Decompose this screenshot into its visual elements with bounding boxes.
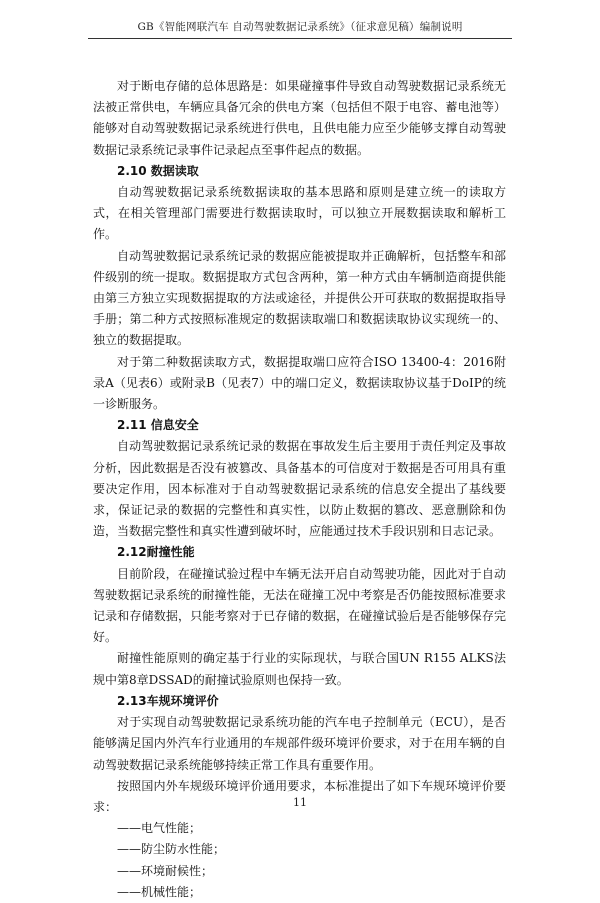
- list-item: ——电气性能；: [117, 821, 202, 836]
- list-item: ——防尘防水性能；: [117, 842, 226, 857]
- paragraph-env-ecu: 对于实现自动驾驶数据记录系统功能的汽车电子控制单元（ECU），是否能够满足国内外汽车行业通用的车规部件级环境评价要求，对于在用车辆的自动驾驶数据记录系统能够持续正常工作具有重要作用。: [93, 715, 506, 772]
- paragraph-env-requirements: 按照国内外车规级环境评价通用要求，本标准提出了如下车规环境评价要求：: [93, 778, 506, 814]
- section-heading-2-10: 2.10 数据读取: [117, 163, 199, 178]
- running-header: GB《智能网联汽车 自动驾驶数据记录系统》（征求意见稿）编制说明: [137, 21, 463, 33]
- section-heading-2-13: 2.13车规环境评价: [117, 693, 219, 708]
- paragraph-crash-principle: 耐撞性能原则的确定基于行业的实际现状，与联合国UN R155 ALKS法规中第8章DSSAD的耐撞试验原则也保持一致。: [93, 651, 506, 687]
- list-item: ——机械性能；: [117, 884, 202, 899]
- section-heading-2-12: 2.12耐撞性能: [117, 545, 195, 560]
- paragraph-power-loss: 对于断电存储的总体思路是：如果碰撞事件导致自动驾驶数据记录系统无法被正常供电，车辆应具备冗余的供电方案（包括但不限于电容、蓄电池等）能够对自动驾驶数据记录系统进行供电，且供电能力应至少能够支撑自动驾驶数据记录系统记录事件记录起点至事件起点的数据。: [93, 79, 506, 157]
- paragraph-read-port: 对于第二种数据读取方式，数据提取端口应符合ISO 13400-4：2016附录A（见表6）或附录B（见表7）中的端口定义，数据读取协议基于DoIP的统一诊断服务。: [93, 354, 506, 412]
- list-item: ——环境耐候性；: [117, 863, 214, 878]
- header-divider: [88, 38, 512, 39]
- paragraph-crash-current: 目前阶段，在碰撞试验过程中车辆无法开启自动驾驶功能，因此对于自动驾驶数据记录系统的耐撞性能，无法在碰撞工况中考察是否仍能按照标准要求记录和存储数据，只能考察对于已存储的数据，在碰撞试验后是否能够保存完好。: [93, 566, 506, 645]
- section-heading-2-11: 2.11 信息安全: [117, 418, 199, 433]
- body-content: [93, 76, 506, 903]
- paragraph-read-methods: 自动驾驶数据记录系统记录的数据应能被提取并正确解析，包括整车和部件级别的统一提取。数据提取方式包含两种，第一种方式由车辆制造商提供能由第三方独立实现数据提取的方法或途径，并提供公开可获取的数据提取指导手册；第二种方式按照标准规定的数据读取端口和数据读取协议实现统一的、独立的数据提取。: [93, 248, 506, 348]
- paragraph-security: 自动驾驶数据记录系统记录的数据在事故发生后主要用于责任判定及事故分析，因此数据是否没有被篡改、具备基本的可信度对于数据是否可用具有重要决定作用，因本标准对于自动驾驶数据记录系统的信息安全提出了基线要求，保证记录的数据的完整性和真实性，以防止数据的篡改、恶意删除和伪造，当数据完整性和真实性遭到破坏时，应能通过技术手段识别和日志记录。: [93, 439, 506, 539]
- paragraph-read-principle: 自动驾驶数据记录系统数据读取的基本思路和原则是建立统一的读取方式，在相关管理部门需要进行数据读取时，可以独立开展数据读取和解析工作。: [93, 185, 506, 242]
- page-number: 11: [293, 796, 307, 809]
